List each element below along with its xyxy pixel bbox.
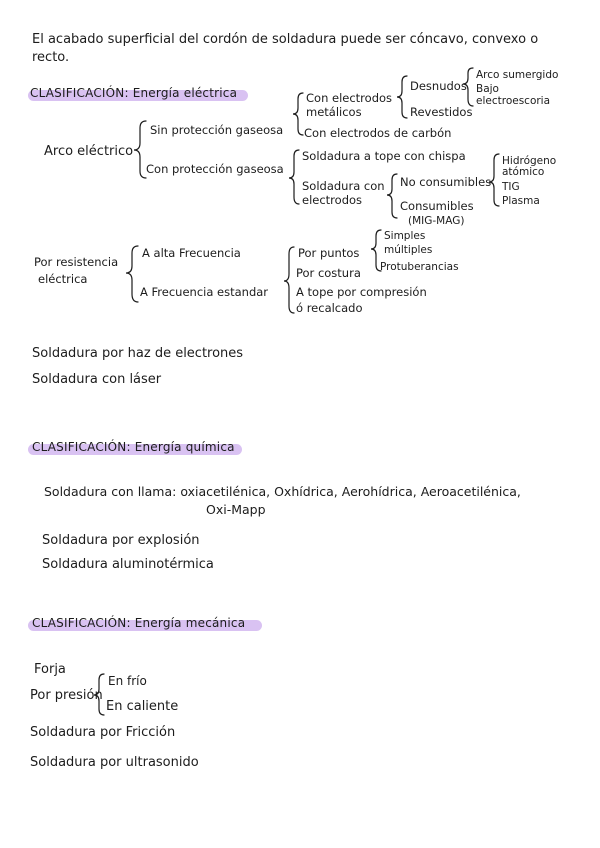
por-presion: Por presión bbox=[30, 688, 103, 703]
por-puntos: Por puntos bbox=[298, 246, 360, 260]
con-proteccion: Con protección gaseosa bbox=[146, 162, 284, 176]
mig-mag: (MIG-MAG) bbox=[408, 215, 465, 227]
soldadura-electrodos-2: electrodos bbox=[302, 193, 363, 207]
plasma: Plasma bbox=[502, 195, 540, 207]
soldadura-electrodos-1: Soldadura con bbox=[302, 179, 385, 193]
simples: Simples bbox=[384, 230, 426, 242]
tig: TIG bbox=[502, 181, 520, 193]
tope-compresion-2: ó recalcado bbox=[296, 301, 363, 315]
consumibles: Consumibles bbox=[400, 199, 474, 213]
soldadura-aluminotermica: Soldadura aluminotérmica bbox=[42, 557, 214, 572]
revestidos: Revestidos bbox=[410, 105, 473, 119]
brace-estandar bbox=[284, 247, 294, 313]
intro-line-1: El acabado superficial del cordón de soldadura puede ser cóncavo, convexo o bbox=[32, 32, 539, 47]
soldadura-laser: Soldadura con láser bbox=[32, 372, 162, 387]
brace-desnudos bbox=[463, 68, 473, 106]
tope-compresion-1: A tope por compresión bbox=[296, 285, 427, 299]
en-caliente: En caliente bbox=[106, 699, 179, 714]
resistencia-label-2: eléctrica bbox=[38, 272, 88, 286]
soldadura-ultrasonido: Soldadura por ultrasonido bbox=[30, 755, 199, 770]
brace-resistencia bbox=[126, 246, 138, 302]
llama-line-2: Oxi-Mapp bbox=[206, 502, 266, 517]
brace-no-consumibles bbox=[489, 154, 499, 206]
brace-con-proteccion bbox=[289, 150, 299, 204]
bajo-1: Bajo bbox=[476, 83, 499, 95]
arco-electrico-label: Arco eléctrico bbox=[44, 144, 134, 159]
electrodos-carbon: Con electrodos de carbón bbox=[304, 126, 452, 140]
no-consumibles: No consumibles bbox=[400, 175, 492, 189]
electrodos-metalicos-1: Con electrodos bbox=[306, 91, 393, 105]
forja: Forja bbox=[34, 662, 66, 677]
heading-electric: CLASIFICACIÓN: Energía eléctrica bbox=[30, 86, 238, 100]
frecuencia-estandar: A Frecuencia estandar bbox=[140, 285, 269, 299]
en-frio: En frío bbox=[108, 674, 147, 688]
heading-chemical: CLASIFICACIÓN: Energía química bbox=[32, 440, 235, 454]
heading-mechanical: CLASIFICACIÓN: Energía mecánica bbox=[32, 616, 246, 630]
bajo-2: electroescoria bbox=[476, 95, 551, 107]
intro-line-2: recto. bbox=[32, 50, 70, 65]
brace-electrodos-metalicos bbox=[397, 76, 407, 118]
hidrogeno-2: atómico bbox=[502, 166, 545, 178]
arco-sumergido: Arco sumergido bbox=[476, 69, 559, 81]
multiples: múltiples bbox=[384, 244, 433, 256]
llama-line-1: Soldadura con llama: oxiacetilénica, Oxhídrica, Aerohídrica, Aeroacetilénica, bbox=[44, 484, 521, 499]
brace-puntos bbox=[371, 230, 381, 271]
brace-sold-electrodos bbox=[387, 174, 397, 218]
electrodos-metalicos-2: metálicos bbox=[306, 105, 362, 119]
soldadura-friccion: Soldadura por Fricción bbox=[30, 725, 176, 740]
hidrogeno-1: Hidrógeno bbox=[502, 155, 557, 167]
soldadura-explosion: Soldadura por explosión bbox=[42, 533, 200, 548]
brace-sin-proteccion bbox=[293, 93, 303, 135]
alta-frecuencia: A alta Frecuencia bbox=[142, 246, 241, 260]
brace-presion bbox=[94, 674, 104, 715]
brace-arco bbox=[134, 121, 146, 178]
sin-proteccion: Sin protección gaseosa bbox=[150, 123, 284, 137]
resistencia-label-1: Por resistencia bbox=[34, 255, 119, 269]
haz-electrones: Soldadura por haz de electrones bbox=[32, 346, 244, 361]
desnudos: Desnudos bbox=[410, 79, 467, 93]
por-costura: Por costura bbox=[296, 266, 361, 280]
protuberancias: Protuberancias bbox=[380, 261, 459, 273]
tope-chispa: Soldadura a tope con chispa bbox=[302, 149, 466, 163]
